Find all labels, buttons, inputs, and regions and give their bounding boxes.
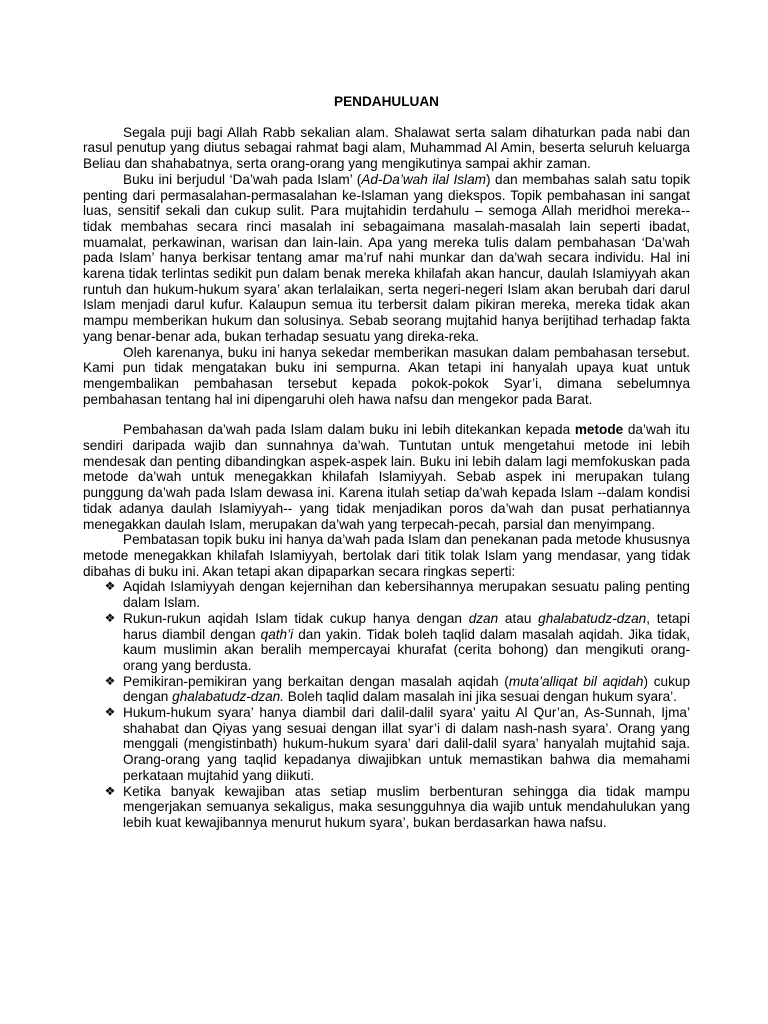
paragraph [83,172,690,345]
page-title: PENDAHULUAN [334,94,439,109]
text-run: Segala puji bagi Allah Rabb sekalian alam. Shalawat serta salam dihaturkan pada nabi dan rasul penutup yang diutus sebagai rahmat bagi alam, Muhammad Al Amin, beserta seluruh keluarga Beliau dan shahabatnya, serta orang-orang yang mengikutinya sampai akhir zaman. [83,124,690,172]
italic-term: qath’i [260,626,294,642]
bold-term: metode [574,422,624,438]
paragraph [83,345,690,408]
bullet-list [83,579,690,830]
text-run: atau [498,610,539,626]
text-run: Ketika banyak kewajiban atas setiap muslim berbenturan sehingga dia tidak mampu mengerjakan semuanya sekaligus, maka sesungguhnya dia wajib untuk mendahulukan yang lebih kuat kewajibannya menurut hukum syara’, bukan berdasarkan hawa nafsu. [123,783,690,830]
text-run: Pembatasan topik buku ini hanya da’wah pada Islam dan penekanan pada metode khususnya metode menegakkan khilafah Islamiyyah, bertolak dari titik tolak Islam yang mendasar, yang tidak dibahas di buku ini. Akan tetapi akan dipaparkan secara ringkas seperti: [83,532,690,579]
italic-term: Ad-Da’wah ilal Islam [361,171,486,187]
bullet-item [104,783,690,831]
text-run: Buku ini berjudul ‘Da’wah pada Islam’ ( [123,171,362,187]
text-run: Boleh taqlid dalam masalah ini jika sesuai dengan hukum syara’. [284,689,677,705]
body-text [83,125,690,580]
diamond-dots-icon: ❖ [104,783,116,798]
bullet-item [104,579,690,611]
text-run: Rukun-rukun aqidah Islam tidak cukup hanya dengan [123,610,469,626]
text-run: Pemikiran-pemikiran yang berkaitan dengan masalah aqidah ( [123,673,509,689]
bullet-item [104,673,691,705]
text-run: ) dan membahas salah satu topik penting dari permasalahan-permasalahan ke-Islaman yang diekspos. Topik pembahasan ini sangat luas, sensitif sekali dan cukup sulit. Para mujtahidin terdahulu – semoga Allah meridhoi mereka-- tidak membahas secara rinci masalah ini sebagaimana masalah-masalah lain seperti ibadat, muamalat, perkawinan, warisan dan lain-lain. Apa yang mereka tulis dalam pembahasan ‘Da’wah pada Islam’ hanya berkisar tentang amar ma’ruf nahi munkar dan da’wah secara individu. Hal ini karena tidak terlintas sedikit pun dalam benak mereka khilafah akan hancur, daulah Islamiyyah akan runtuh dan hukum-hukum syara’ akan terlalaikan, serta negeri-negeri Islam akan berubah dari darul Islam menjadi darul kufur. Kalaupun semua itu terbersit dalam pikiran mereka, mereka tidak akan mampu memberikan hukum dan solusinya. Sebab seorang mujtahid hanya berijtihad terhadap fakta yang benar-benar ada, bukan terhadap sesuatu yang direka-reka. [83,171,691,344]
text-run: da’wah itu sendiri daripada wajib dan sunnahnya da’wah. Tuntutan untuk mengetahui metode ini lebih mendesak dan penting dibandingkan aspek-aspek lain. Buku ini lebih dalam lagi memfokuskan pada metode da’wah untuk menegakkan khilafah Islamiyyah. Sebab aspek ini merupakan tulang punggung da’wah pada Islam dewasa ini. Karena itulah setiap da’wah kepada Islam --dalam kondisi tidak adanya daulah Islamiyyah-- yang tidak menjadikan poros da’wah dan pusat perhatiannya menegakkan daulah Islam, merupakan da’wah yang terpecah-pecah, parsial dan menyimpang. [83,422,690,532]
italic-term: dzan [468,610,499,626]
text-run: Oleh karenanya, buku ini hanya sekedar memberikan masukan dalam pembahasan tersebut. Kami pun tidak mengatakan buku ini sempurna. Akan tetapi ini hanyalah upaya kuat untuk mengembalikan pembahasan tersebut kepada pokok-pokok Syar’i, dimana sebelumnya pembahasan tentang hal ini dipengaruhi oleh hawa nafsu dan mengekor pada Barat. [83,344,690,407]
text-run: , tetapi harus diambil dengan [123,610,691,642]
diamond-dots-icon: ❖ [104,579,116,594]
italic-term: ghalabatudz-dzan [538,610,647,626]
italic-term: muta’alliqat bil aqidah [508,673,644,689]
document-page [83,94,690,831]
diamond-dots-icon: ❖ [104,610,116,625]
paragraph [83,532,690,579]
text-run: Pembahasan da’wah pada Islam dalam buku ini lebih ditekankan kepada [123,422,575,438]
text-run: Aqidah Islamiyyah dengan kejernihan dan kebersihannya merupakan sesuatu paling penting dalam Islam. [123,579,690,611]
bullet-item [104,705,690,784]
diamond-dots-icon: ❖ [104,705,116,720]
text-run: Hukum-hukum syara’ hanya diambil dari dalil-dalil syara’ yaitu Al Qur’an, As-Sunnah, Ijma’ shahabat dan Qiyas yang sesuai dengan illat syar’i di dalam nash-nash syara’. Orang yang menggali (mengistinbath) hukum-hukum syara’ dari dalil-dalil syara’ hanyalah mujtahid saja. Orang-orang yang taqlid kepadanya diwajibkan untuk memastikan bahwa dia memahami perkataan mujtahid yang diikuti. [123,705,690,783]
diamond-dots-icon: ❖ [104,673,116,688]
italic-term: ghalabatudz-dzan. [172,689,284,705]
text-run: dan yakin. Tidak boleh taqlid dalam masalah aqidah. Jika tidak, kaum muslimin akan beralih mempercayai khurafat (cerita bohong) dan mengikuti orang-orang yang berdusta. [123,626,690,673]
text-run: ) cukup dengan [123,673,691,705]
paragraph [83,125,690,172]
paragraph [83,422,690,532]
bullet-item [104,610,691,674]
